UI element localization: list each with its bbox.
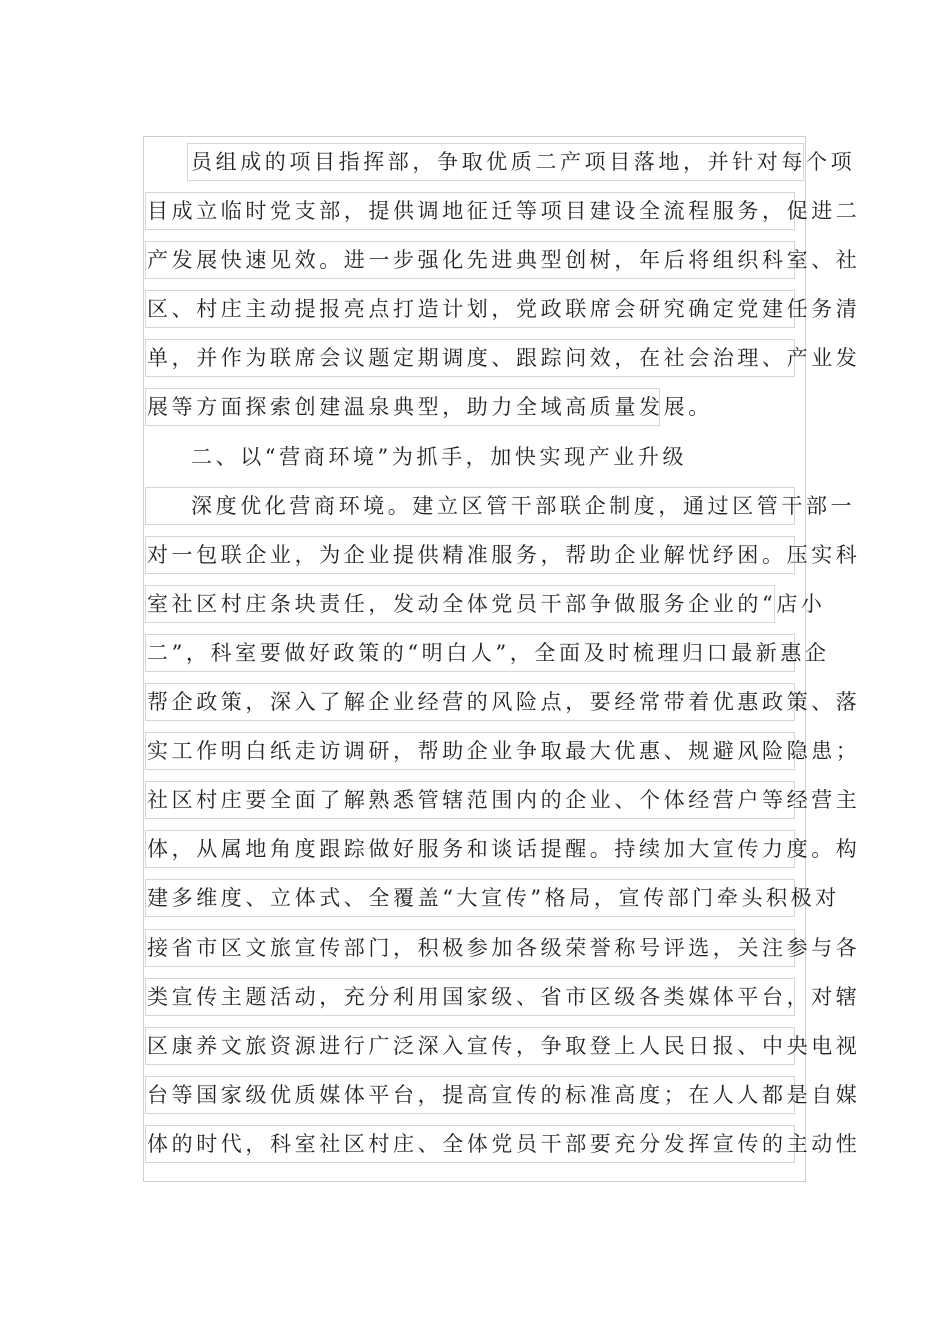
text-line: 产发展快速见效。进一步强化先进典型创树，年后将组织科室、社 [145,241,805,279]
text-line: 类宣传主题活动，充分利用国家级、省市区级各类媒体平台，对辖 [145,978,805,1016]
text-line: 单，并作为联席会议题定期调度、跟踪问效，在社会治理、产业发 [145,339,805,377]
text-line: 建多维度、立体式、全覆盖“大宣传”格局，宣传部门牵头积极对 [145,879,805,917]
text-line: 接省市区文旅宣传部门，积极参加各级荣誉称号评选，关注参与各 [145,929,805,967]
text-line: 区、村庄主动提报亮点打造计划，党政联席会研究确定党建任务清 [145,290,805,328]
text-line: 深度优化营商环境。建立区管干部联企制度，通过区管干部一 [145,487,805,525]
text-line: 社区村庄要全面了解熟悉管辖范围内的企业、个体经营户等经营主 [145,781,805,819]
text-line: 实工作明白纸走访调研，帮助企业争取最大优惠、规避风险隐患； [145,732,805,770]
text-line: 台等国家级优质媒体平台，提高宣传的标准高度；在人人都是自媒 [145,1076,805,1114]
text-line: 二”，科室要做好政策的“明白人”，全面及时梳理归口最新惠企 [145,634,805,672]
text-line: 体，从属地角度跟踪做好服务和谈话提醒。持续加大宣传力度。构 [145,830,805,868]
text-line: 对一包联企业，为企业提供精准服务，帮助企业解忧纾困。压实科 [145,536,805,574]
text-line: 展等方面探索创建温泉典型，助力全域高质量发展。 [145,388,805,426]
document-body [145,143,861,1174]
text-line: 区康养文旅资源进行广泛深入宣传，争取登上人民日报、中央电视 [145,1027,805,1065]
section-heading: 二、以“营商环境”为抓手，加快实现产业升级 [145,438,805,476]
text-line: 帮企政策，深入了解企业经营的风险点，要经常带着优惠政策、落 [145,683,805,721]
text-line: 员组成的项目指挥部，争取优质二产项目落地，并针对每个项 [145,143,805,181]
text-line: 目成立临时党支部，提供调地征迁等项目建设全流程服务，促进二 [145,192,805,230]
text-line: 体的时代，科室社区村庄、全体党员干部要充分发挥宣传的主动性 [145,1125,805,1163]
text-line: 室社区村庄条块责任，发动全体党员干部争做服务企业的“店小 [145,585,805,623]
